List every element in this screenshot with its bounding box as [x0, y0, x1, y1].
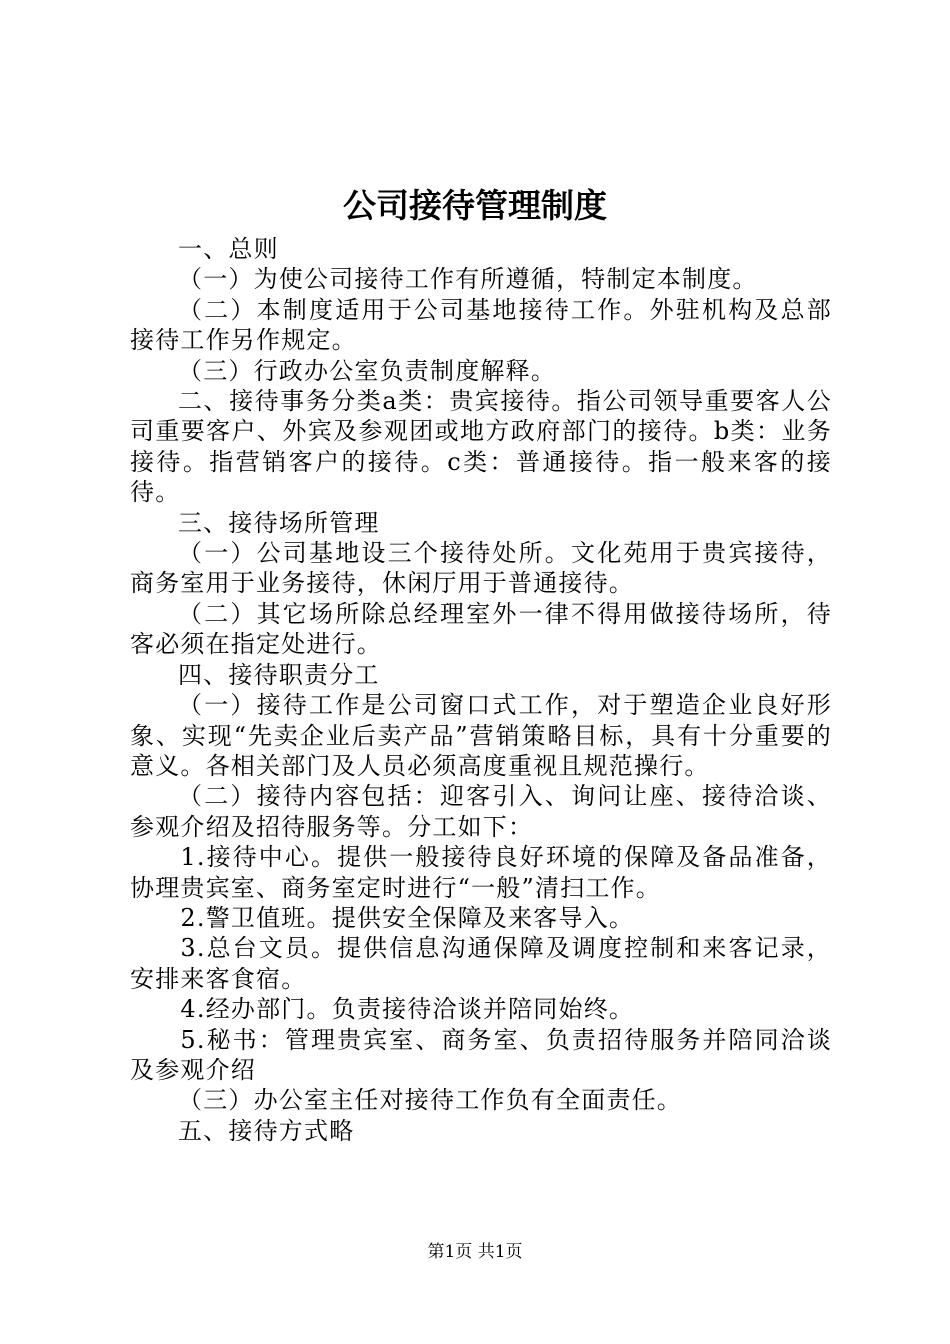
- section-heading-general: 一、总则: [178, 235, 279, 263]
- list-item: 5.秘书：管理贵宾室、商务室、负责招待服务并陪同洽谈及参观介绍: [130, 1025, 832, 1084]
- list-item: 3.总台文员。提供信息沟通保障及调度控制和来客记录，安排来客食宿。: [130, 934, 832, 993]
- document-body: [130, 234, 832, 1146]
- paragraph: （二）本制度适用于公司基地接待工作。外驻机构及总部接待工作另作规定。: [130, 295, 832, 355]
- document-title: 公司接待管理制度: [343, 186, 607, 225]
- list-item: 2.警卫值班。提供安全保障及来客导入。: [180, 903, 635, 932]
- paragraph: （一）为使公司接待工作有所遵循，特制定本制度。: [178, 265, 758, 294]
- paragraph: （二）接待内容包括：迎客引入、询问让座、接待洽谈、参观介绍及招待服务等。分工如下：: [130, 782, 832, 841]
- section-heading-methods: 五、接待方式略: [178, 1116, 355, 1145]
- paragraph: （一）接待工作是公司窗口式工作，对于塑造企业良好形象、实现“先卖企业后卖产品”营销策略目标，具有十分重要的意义。各相关部门及人员必须高度重视且规范操行。: [130, 691, 832, 780]
- paragraph: （一）公司基地设三个接待处所。文化苑用于贵宾接待，商务室用于业务接待，休闲厅用于普通接待。: [130, 539, 832, 598]
- list-item: 4.经办部门。负责接待洽谈并陪同始终。: [180, 995, 635, 1024]
- paragraph: （三）行政办公室负责制度解释。: [178, 356, 556, 385]
- list-item: 1.接待中心。提供一般接待良好环境的保障及备品准备，协理贵宾室、商务室定时进行“一般”清扫工作。: [130, 843, 832, 902]
- paragraph: 二、接待事务分类a类：贵宾接待。指公司领导重要客人公司重要客户、外宾及参观团或地方政府部门的接待。b类：业务接待。指营销客户的接待。c类：普通接待。指一般来客的接待。: [130, 387, 832, 507]
- page-number-footer: 第1页 共1页: [427, 1242, 523, 1262]
- section-heading-duties: 四、接待职责分工: [178, 660, 380, 689]
- paragraph: （三）办公室主任对接待工作负有全面责任。: [178, 1086, 682, 1115]
- paragraph: （二）其它场所除总经理室外一律不得用做接待场所，待客必须在指定处进行。: [130, 599, 832, 659]
- section-heading-venues: 三、接待场所管理: [178, 508, 380, 537]
